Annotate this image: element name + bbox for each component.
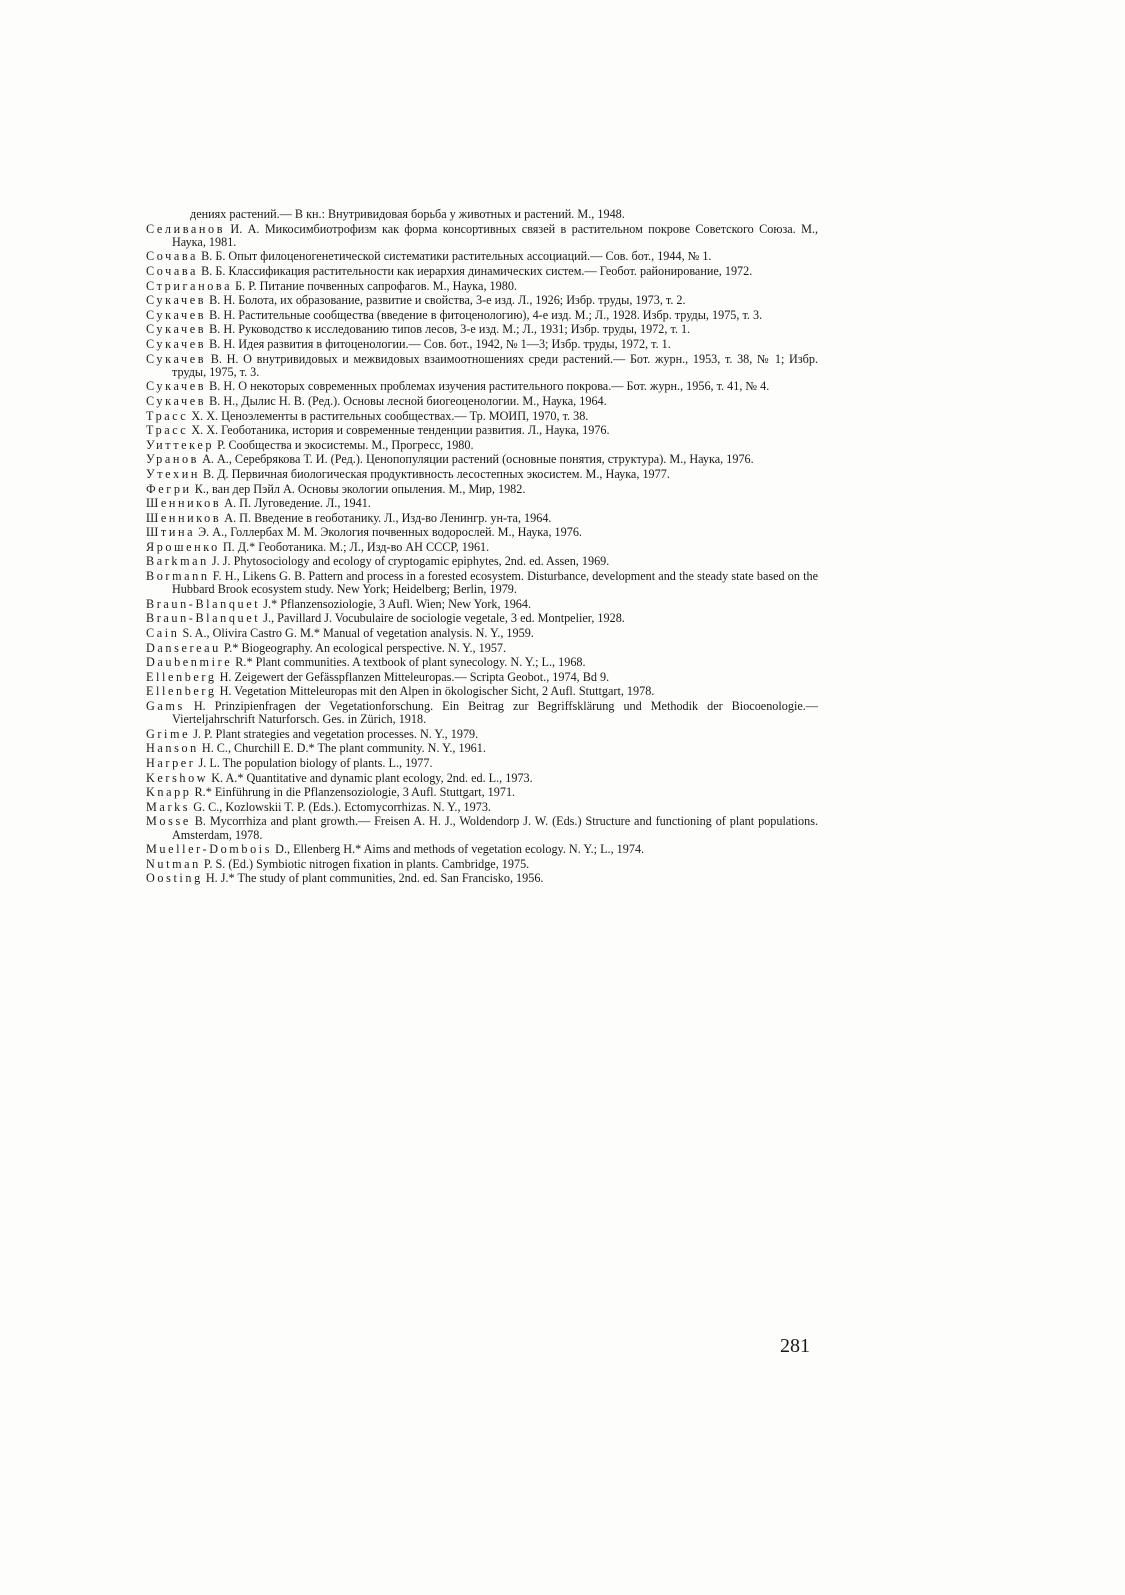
- reference-text: G. C., Kozlowskii T. P. (Eds.). Ectomycorrhizas. N. Y., 1973.: [190, 799, 491, 814]
- reference-author: Braun-Blanquet: [146, 611, 261, 626]
- reference-author: Daubenmire: [146, 655, 233, 670]
- reference-author: Сукачев: [146, 307, 207, 322]
- reference-author: Kershow: [146, 770, 209, 785]
- reference-entry: [146, 555, 818, 568]
- reference-author: Сукачев: [146, 336, 207, 351]
- bibliography-list: [146, 208, 818, 887]
- reference-entry: [146, 541, 818, 554]
- reference-text: R.* Einführung in die Pflanzensoziologie, 3 Aufl. Stuttgart, 1971.: [191, 785, 516, 800]
- reference-entry: [146, 786, 818, 799]
- reference-author: Сукачев: [146, 379, 207, 394]
- reference-author: Grime: [146, 726, 191, 741]
- reference-entry: [146, 757, 818, 770]
- reference-text: дениях растений.— В кн.: Внутривидовая борьба у животных и растений. М., 1948.: [190, 207, 625, 221]
- reference-entry: [146, 483, 818, 496]
- reference-text: В. Н. О некоторых современных проблемах изучения растительного покрова.— Бот. журн., 1956, т. 41, № 4.: [206, 379, 770, 394]
- reference-author: Mueller-Dombois: [146, 842, 273, 857]
- reference-author: Шенников: [146, 496, 222, 511]
- reference-author: Dansereau: [146, 640, 221, 655]
- reference-text: H. Prinzipienfragen der Vegetationforschung. Ein Beitrag zur Begriffsklärung und Methodik der Biocoenologie.— Vierteljahrschrift Naturforsch. Ges. in Zürich, 1918.: [172, 699, 818, 727]
- reference-entry: [146, 671, 818, 684]
- reference-text: H. C., Churchill E. D.* The plant community. N. Y., 1961.: [198, 741, 486, 756]
- reference-entry: [146, 772, 818, 785]
- reference-entry: [146, 453, 818, 466]
- reference-entry: [146, 294, 818, 307]
- reference-text: И. А. Микосимбиотрофизм как форма консортивных связей в растительном покрове Советского Союза. М., Наука, 1981.: [172, 221, 818, 249]
- reference-entry: [146, 627, 818, 640]
- reference-author: Bormann: [146, 569, 210, 584]
- reference-text: J. J. Phytosociology and ecology of cryptogamic epiphytes, 2nd. ed. Assen, 1969.: [208, 554, 610, 569]
- reference-author: Oosting: [146, 871, 203, 886]
- reference-entry: [146, 380, 818, 393]
- reference-author: Стриганова: [146, 278, 233, 293]
- reference-entry: [146, 642, 818, 655]
- reference-author: Трасс: [146, 408, 189, 423]
- reference-text: В. Б. Опыт филоценогенетической систематики растительных ассоциаций.— Сов. бот., 1944, № 1.: [198, 249, 712, 264]
- reference-author: Harper: [146, 756, 196, 770]
- reference-text: H. J.* The study of plant communities, 2nd. ed. San Francisko, 1956.: [202, 871, 544, 886]
- reference-text: J. P. Plant strategies and vegetation processes. N. Y., 1979.: [190, 726, 479, 741]
- reference-entry: [146, 439, 818, 452]
- reference-author: Селиванов: [146, 221, 226, 236]
- reference-text: K. A.* Quantitative and dynamic plant ecology, 2nd. ed. L., 1973.: [208, 770, 533, 785]
- reference-text: B. Mycorrhiza and plant growth.— Freisen A. H. J., Woldendorp J. W. (Eds.) Structure and functioning of plant populations. Amsterdam, 1978.: [172, 814, 818, 842]
- reference-author: Трасс: [146, 423, 189, 438]
- reference-text: А. А., Серебрякова Т. И. (Ред.). Ценопопуляции растений (основные понятия, структура). М., Наука, 1976.: [199, 452, 754, 467]
- reference-author: Marks: [146, 799, 191, 814]
- reference-text: J.* Pflanzensoziologie, 3 Aufl. Wien; New York, 1964.: [260, 596, 532, 611]
- reference-author: Утехин: [146, 466, 200, 481]
- reference-entry: [146, 410, 818, 423]
- reference-text: В. Д. Первичная биологическая продуктивность лесостепных экосистем. М., Наука, 1977.: [199, 466, 670, 481]
- reference-entry: [146, 526, 818, 539]
- reference-author: Фегри: [146, 481, 192, 496]
- reference-entry: [146, 280, 818, 293]
- reference-author: Ellenberg: [146, 669, 217, 684]
- reference-text: В. Н. Болота, их образование, развитие и свойства, 3-е изд. Л., 1926; Избр. труды, 1973, т. 2.: [206, 293, 686, 308]
- reference-text: R.* Plant communities. A textbook of plant synecology. N. Y.; L., 1968.: [232, 655, 586, 670]
- reference-entry: [146, 612, 818, 625]
- reference-author: Barkman: [146, 554, 209, 569]
- reference-text: H. Vegetation Mitteleuropas mit den Alpen in ökologischer Sicht, 2 Aufl. Stuttgart, 1978.: [216, 684, 655, 699]
- reference-author: Уранов: [146, 452, 200, 467]
- reference-entry: [146, 728, 818, 741]
- reference-author: Cain: [146, 626, 180, 641]
- reference-text: В. Б. Классификация растительности как иерархия динамических систем.— Геобот. районирование, 1972.: [198, 263, 753, 278]
- reference-author: Сочава: [146, 263, 199, 278]
- reference-text: Х. Х. Геоботаника, история и современные тенденции развития. Л., Наука, 1976.: [188, 423, 610, 438]
- reference-text: В. Н. Растительные сообщества (введение в фитоценологию), 4-е изд. М.; Л., 1928. Избр. труды, 1975, т. 3.: [206, 307, 763, 322]
- page-number: 281: [780, 1335, 810, 1357]
- reference-entry: [146, 338, 818, 351]
- reference-author: Уиттекер: [146, 437, 215, 452]
- reference-author: Nutman: [146, 856, 201, 871]
- reference-author: Штина: [146, 525, 196, 540]
- reference-author: Ярошенко: [146, 539, 220, 554]
- reference-author: Сукачев: [146, 322, 207, 337]
- reference-entry: [146, 497, 818, 510]
- reference-entry: [146, 858, 818, 871]
- reference-text: П. Д.* Геоботаника. М.; Л., Изд-во АН СССР, 1961.: [219, 539, 490, 554]
- reference-text: А. П. Луговедение. Л., 1941.: [221, 496, 371, 511]
- reference-entry: [146, 353, 818, 379]
- reference-entry: [146, 656, 818, 669]
- reference-author: Gams: [146, 699, 185, 714]
- reference-entry: [146, 395, 818, 408]
- reference-text: P. S. (Ed.) Symbiotic nitrogen fixation in plants. Cambridge, 1975.: [200, 856, 530, 871]
- reference-text: S. A., Olivira Castro G. M.* Manual of vegetation analysis. N. Y., 1959.: [179, 626, 534, 641]
- reference-entry: [146, 815, 818, 841]
- reference-text: А. П. Введение в геоботанику. Л., Изд-во Ленингр. ун-та, 1964.: [221, 510, 552, 525]
- reference-text: D., Ellenberg H.* Aims and methods of vegetation ecology. N. Y.; L., 1974.: [272, 842, 645, 857]
- reference-text: К., ван дер Пэйл А. Основы экологии опыления. М., Мир, 1982.: [191, 481, 526, 496]
- reference-entry: [146, 309, 818, 322]
- reference-author: Сукачев: [146, 293, 207, 308]
- reference-author: Hanson: [146, 741, 199, 756]
- reference-entry: [146, 208, 818, 221]
- reference-entry: [146, 424, 818, 437]
- reference-entry: [146, 570, 818, 596]
- reference-text: В. Н., Дылис Н. В. (Ред.). Основы лесной биогеоценологии. М., Наука, 1964.: [206, 393, 607, 408]
- reference-entry: [146, 250, 818, 263]
- reference-entry: [146, 512, 818, 525]
- reference-author: Сочава: [146, 249, 199, 264]
- reference-entry: [146, 700, 818, 726]
- reference-text: H. Zeigewert der Gefässpflanzen Mitteleuropas.— Scripta Geobot., 1974, Bd 9.: [216, 669, 610, 684]
- reference-entry: [146, 685, 818, 698]
- reference-author: Ellenberg: [146, 684, 217, 699]
- reference-entry: [146, 742, 818, 755]
- reference-author: Шенников: [146, 510, 222, 525]
- reference-entry: [146, 801, 818, 814]
- reference-entry: [146, 843, 818, 856]
- reference-entry: [146, 598, 818, 611]
- reference-author: Mosse: [146, 814, 191, 829]
- reference-text: В. Н. О внутривидовых и межвидовых взаимоотношениях среди растений.— Бот. журн., 1953, т. 38, № 1; Избр. труды, 1975, т. 3.: [172, 351, 818, 379]
- reference-text: В. Н. Руководство к исследованию типов лесов, 3-е изд. М.; Л., 1931; Избр. труды, 1972, т. 1.: [206, 322, 691, 337]
- reference-text: Э. А., Голлербах М. М. Экология почвенных водорослей. М., Наука, 1976.: [195, 525, 582, 540]
- reference-entry: [146, 323, 818, 336]
- reference-text: J., Pavillard J. Vocubulaire de sociologie vegetale, 3 ed. Montpelier, 1928.: [260, 611, 625, 626]
- reference-text: Р. Сообщества и экосистемы. М., Прогресс, 1980.: [214, 437, 474, 452]
- reference-author: Braun-Blanquet: [146, 596, 261, 611]
- reference-entry: [146, 265, 818, 278]
- reference-text: P.* Biogeography. An ecological perspective. N. Y., 1957.: [220, 640, 507, 655]
- reference-author: Сукачев: [146, 393, 207, 408]
- reference-text: J. L. The population biology of plants. L., 1977.: [195, 756, 433, 770]
- reference-text: Х. Х. Ценоэлементы в растительных сообществах.— Тр. МОИП, 1970, т. 38.: [188, 408, 589, 423]
- reference-text: F. H., Likens G. B. Pattern and process in a forested ecosystem. Disturbance, development and the steady state based on the Hubbard Brook ecosystem study. New York; Heidelberg; Berlin, 1979.: [172, 569, 818, 597]
- reference-text: В. Н. Идея развития в фитоценологии.— Сов. бот., 1942, № 1—3; Избр. труды, 1972, т. 1.: [206, 336, 671, 351]
- reference-entry: [146, 223, 818, 249]
- reference-author: Knapp: [146, 785, 192, 800]
- reference-text: Б. Р. Питание почвенных сапрофагов. М., Наука, 1980.: [232, 278, 517, 293]
- reference-entry: [146, 872, 818, 885]
- reference-entry: [146, 468, 818, 481]
- reference-author: Сукачев: [146, 351, 207, 366]
